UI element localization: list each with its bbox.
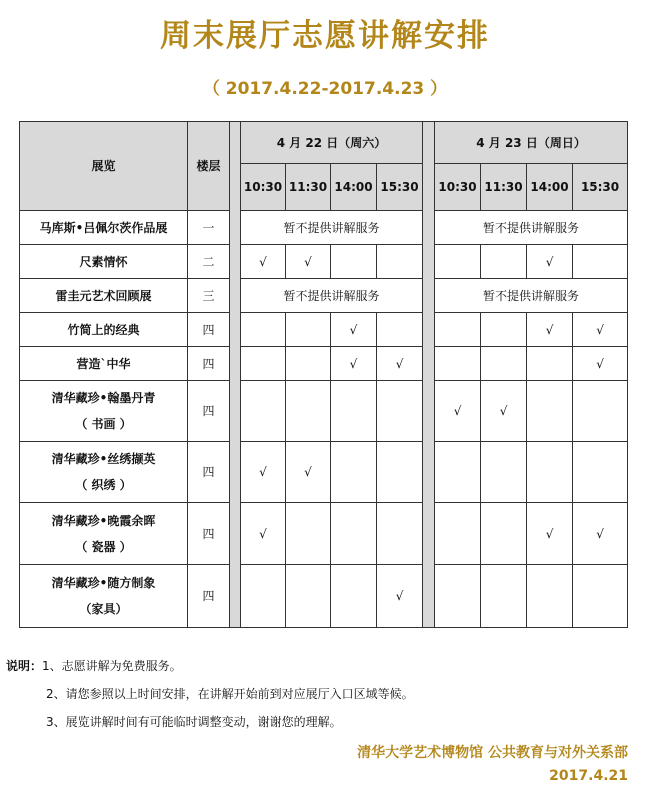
- empty-cell: [481, 503, 527, 565]
- organization-name: 清华大学艺术博物馆 公共教育与对外关系部: [357, 745, 628, 761]
- exhibition-category: （家具）: [79, 602, 128, 616]
- exhibition-name: 马库斯•吕佩尔茨作品展: [20, 211, 188, 245]
- column-divider: [423, 122, 435, 628]
- check-mark: √: [527, 245, 573, 279]
- time-header: 11:30: [481, 164, 527, 211]
- table-row: [20, 503, 628, 565]
- floor-value: 四: [188, 565, 230, 628]
- empty-cell: [331, 565, 377, 628]
- check-mark: √: [481, 381, 527, 442]
- no-service-note: 暂不提供讲解服务: [241, 211, 423, 245]
- check-mark: √: [286, 442, 331, 503]
- time-header: 10:30: [241, 164, 286, 211]
- header-day-1: 4 月 22 日（周六）: [241, 122, 423, 164]
- header-day-2: 4 月 23 日（周日）: [435, 122, 628, 164]
- empty-cell: [241, 381, 286, 442]
- date-range: （ 2017.4.22-2017.4.23 ）: [202, 79, 448, 99]
- empty-cell: [377, 245, 423, 279]
- check-mark: √: [331, 347, 377, 381]
- exhibition-name: 竹简上的经典: [20, 313, 188, 347]
- time-header: 10:30: [435, 164, 481, 211]
- table-row: [20, 313, 628, 347]
- check-mark: √: [241, 245, 286, 279]
- empty-cell: [331, 503, 377, 565]
- empty-cell: [286, 565, 331, 628]
- check-mark: √: [377, 347, 423, 381]
- floor-value: 四: [188, 381, 230, 442]
- table-row: [20, 279, 628, 313]
- empty-cell: [481, 565, 527, 628]
- check-mark: √: [527, 313, 573, 347]
- time-header: 15:30: [573, 164, 628, 211]
- check-mark: √: [573, 347, 628, 381]
- empty-cell: [286, 313, 331, 347]
- exhibition-title: 清华藏珍•翰墨丹青: [51, 391, 156, 405]
- empty-cell: [435, 347, 481, 381]
- exhibition-name: [20, 442, 188, 503]
- time-header: 11:30: [286, 164, 331, 211]
- table-row: [20, 245, 628, 279]
- header-floor: 楼层: [188, 122, 230, 211]
- empty-cell: [286, 503, 331, 565]
- check-mark: √: [241, 503, 286, 565]
- table-row: [20, 565, 628, 628]
- check-mark: √: [573, 313, 628, 347]
- empty-cell: [527, 565, 573, 628]
- exhibition-name: [20, 565, 188, 628]
- empty-cell: [377, 442, 423, 503]
- empty-cell: [286, 347, 331, 381]
- empty-cell: [435, 442, 481, 503]
- table-row: [20, 347, 628, 381]
- empty-cell: [527, 347, 573, 381]
- empty-cell: [377, 503, 423, 565]
- empty-cell: [481, 347, 527, 381]
- time-header: 14:00: [527, 164, 573, 211]
- header-exhibition: 展览: [20, 122, 188, 211]
- floor-value: 一: [188, 211, 230, 245]
- empty-cell: [286, 381, 331, 442]
- no-service-note: 暂不提供讲解服务: [241, 279, 423, 313]
- schedule-table: [19, 121, 628, 628]
- time-header: 15:30: [377, 164, 423, 211]
- exhibition-name: [20, 381, 188, 442]
- notes-label: 说明：: [6, 659, 43, 673]
- empty-cell: [481, 313, 527, 347]
- exhibition-name: 尺素情怀: [20, 245, 188, 279]
- empty-cell: [573, 381, 628, 442]
- empty-cell: [241, 347, 286, 381]
- note-item: 1、志愿讲解为免费服务。: [42, 659, 182, 673]
- check-mark: √: [331, 313, 377, 347]
- check-mark: √: [241, 442, 286, 503]
- check-mark: √: [286, 245, 331, 279]
- empty-cell: [527, 442, 573, 503]
- empty-cell: [573, 565, 628, 628]
- empty-cell: [377, 313, 423, 347]
- empty-cell: [331, 442, 377, 503]
- empty-cell: [481, 245, 527, 279]
- empty-cell: [435, 313, 481, 347]
- notes-section: [6, 652, 414, 736]
- table-row: [20, 211, 628, 245]
- floor-value: 四: [188, 313, 230, 347]
- empty-cell: [331, 245, 377, 279]
- floor-value: 四: [188, 347, 230, 381]
- column-divider: [230, 122, 241, 628]
- note-line: [6, 652, 414, 680]
- check-mark: √: [527, 503, 573, 565]
- exhibition-category: （ 织绣 ）: [75, 478, 132, 492]
- empty-cell: [435, 565, 481, 628]
- exhibition-category: （ 书画 ）: [75, 417, 132, 431]
- exhibition-title: 清华藏珍•随方制象: [51, 576, 156, 590]
- floor-value: 二: [188, 245, 230, 279]
- exhibition-category: （ 瓷器 ）: [75, 539, 132, 554]
- note-item: 2、请您参照以上时间安排，在讲解开始前到对应展厅入口区域等候。: [46, 687, 414, 701]
- empty-cell: [331, 381, 377, 442]
- empty-cell: [527, 381, 573, 442]
- issue-date: 2017.4.21: [549, 768, 628, 784]
- table-row: [20, 442, 628, 503]
- empty-cell: [241, 313, 286, 347]
- empty-cell: [481, 442, 527, 503]
- exhibition-name: 营造`中华: [20, 347, 188, 381]
- floor-value: 三: [188, 279, 230, 313]
- check-mark: √: [435, 381, 481, 442]
- page-title: 周末展厅志愿讲解安排: [160, 18, 490, 54]
- no-service-note: 暂不提供讲解服务: [435, 211, 628, 245]
- note-item: 3、展览讲解时间有可能临时调整变动，谢谢您的理解。: [46, 715, 342, 729]
- empty-cell: [435, 503, 481, 565]
- check-mark: √: [377, 565, 423, 628]
- empty-cell: [573, 245, 628, 279]
- table-row: [20, 381, 628, 442]
- exhibition-name: [20, 503, 188, 565]
- floor-value: 四: [188, 442, 230, 503]
- exhibition-title: 清华藏珍•晚霞余晖: [51, 513, 156, 528]
- exhibition-title: 清华藏珍•丝绣撷英: [51, 452, 156, 466]
- empty-cell: [241, 565, 286, 628]
- exhibition-name: 雷圭元艺术回顾展: [20, 279, 188, 313]
- empty-cell: [435, 245, 481, 279]
- time-header: 14:00: [331, 164, 377, 211]
- empty-cell: [573, 442, 628, 503]
- no-service-note: 暂不提供讲解服务: [435, 279, 628, 313]
- empty-cell: [377, 381, 423, 442]
- floor-value: 四: [188, 503, 230, 565]
- check-mark: √: [573, 503, 628, 565]
